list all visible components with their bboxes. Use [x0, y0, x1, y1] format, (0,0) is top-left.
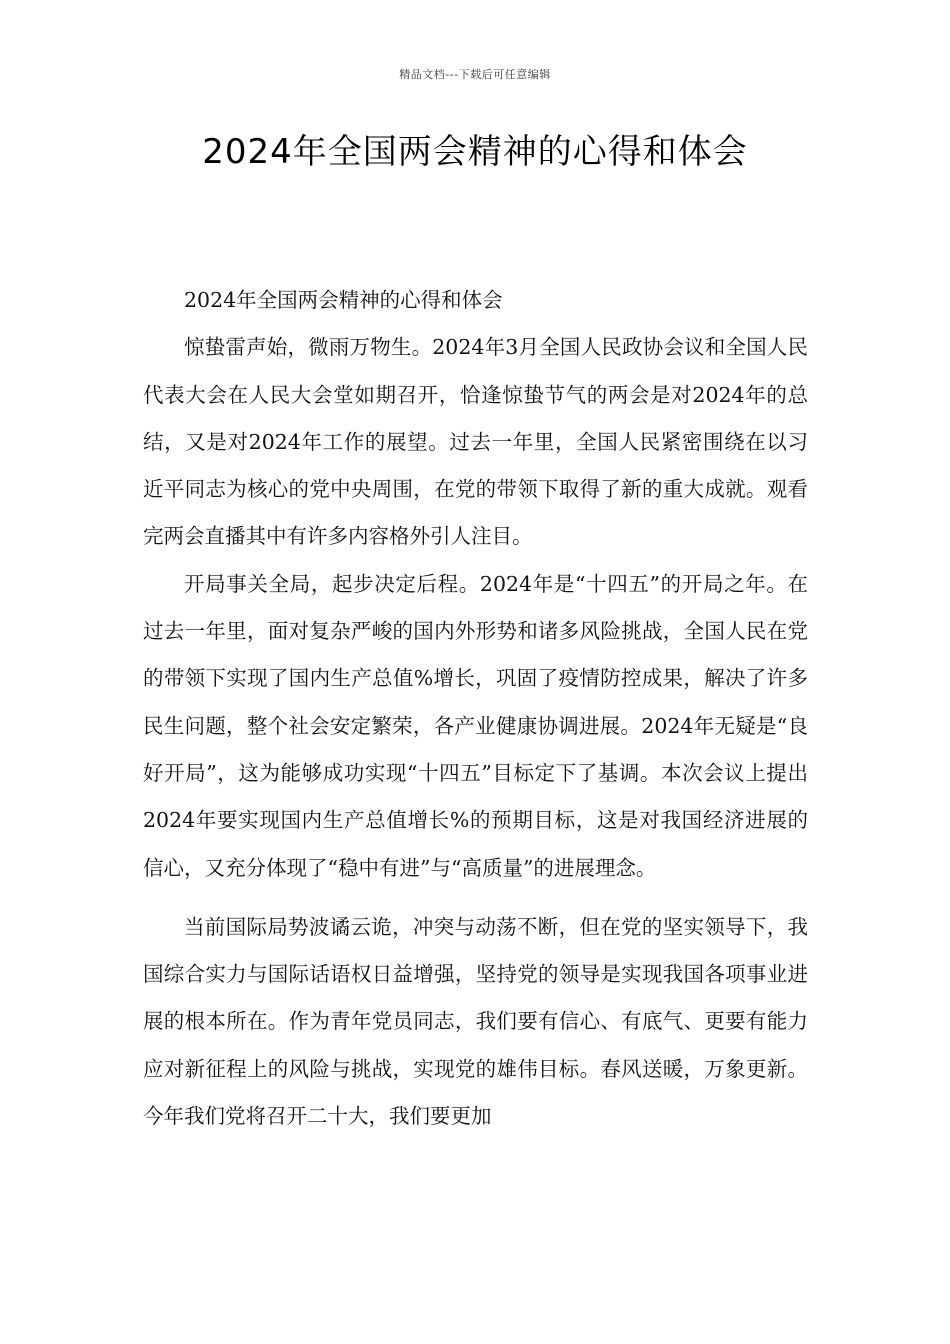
body-paragraph-subtitle: 2024年全国两会精神的心得和体会 [184, 288, 503, 312]
body-paragraph: 开局事关全局，起步决定后程。2024年是“十四五”的开局之年。在过去一年里，面对复杂严峻的国内外形势和诸多风险挑战，全国人民在党的带领下实现了国内生产总值%增长，巩固了疫情防控成果，解决了许多民生问题，整个社会安定繁荣，各产业健康协调进展。2024年无疑是“良好开局”，这为能够成功实现“十四五”目标定下了基调。本次会议上提出2024年要实现国内生产总值增长%的预期目标，这是对我国经济进展的信心，又充分体现了“稳中有进”与“高质量”的进展理念。 [143, 571, 808, 880]
body-paragraph: 惊蛰雷声始，微雨万物生。2024年3月全国人民政协会议和全国人民代表大会在人民大会堂如期召开，恰逢惊蛰节气的两会是对2024年的总结，又是对2024年工作的展望。过去一年里，全国人民紧密围绕在以习近平同志为核心的党中央周围，在党的带领下取得了新的重大成就。观看完两会直播其中有许多内容格外引人注目。 [143, 335, 808, 549]
header-note: 精品文档---下载后可任意编辑 [399, 68, 551, 81]
body-paragraph: 当前国际局势波谲云诡，冲突与动荡不断，但在党的坚实领导下，我国综合实力与国际话语权日益增强，坚持党的领导是实现我国各项事业进展的根本所在。作为青年党员同志，我们要有信心、有底气、更要有能力应对新征程上的风险与挑战，实现党的雄伟目标。春风送暖，万象更新。今年我们党将召开二十大，我们要更加 [143, 914, 808, 1129]
document-title: 2024年全国两会精神的心得和体会 [202, 132, 748, 172]
document-body [143, 277, 808, 1140]
